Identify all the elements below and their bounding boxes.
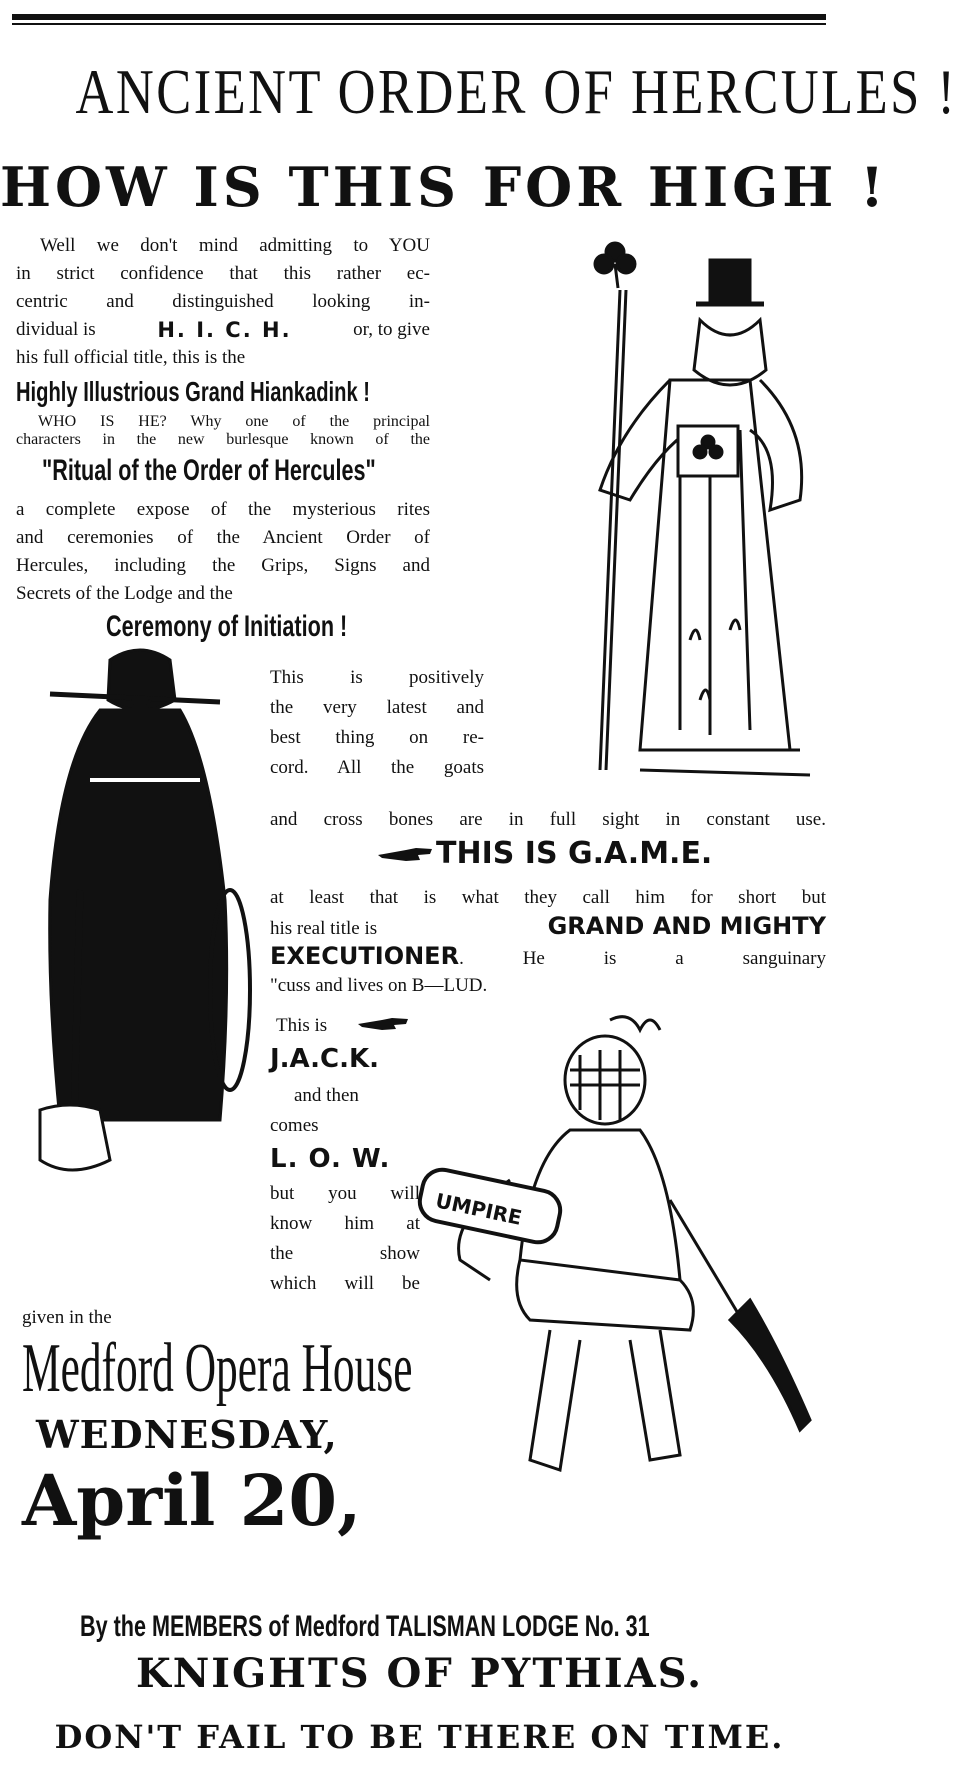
game-line-2	[270, 912, 826, 943]
footer-dont-fail: DON'T FAIL TO BE THERE ON TIME.	[54, 1718, 785, 1756]
venue-date: April 20,	[22, 1459, 362, 1542]
title-ritual: "Ritual of the Order of Hercules"	[42, 454, 376, 487]
venue-day: WEDNESDAY,	[36, 1412, 338, 1457]
game-line-3	[270, 942, 826, 973]
game-line-2a: his real title is	[270, 918, 378, 939]
latest-line-3: best thing on re-	[270, 727, 484, 748]
latest-line-2: the very latest and	[270, 697, 484, 718]
venue-name: Medford Opera House	[22, 1330, 413, 1407]
intro-line-4a: dividual is	[16, 319, 96, 340]
title-ceremony: Ceremony of Initiation !	[106, 610, 348, 643]
intro-line-5: his full official title, this is the	[16, 347, 246, 368]
pointing-hand-icon-small	[356, 1016, 410, 1032]
intro-line-4c: or, to give	[353, 319, 430, 340]
intro-line-11: Secrets of the Lodge and the	[16, 583, 233, 604]
jack-line-2: and then	[294, 1085, 359, 1106]
grand-and-mighty: GRAND AND MIGHTY	[547, 912, 826, 940]
executioner-illustration	[20, 640, 260, 1200]
game-line-4: "cuss and lives on B—LUD.	[270, 975, 488, 996]
footer-by-members: By the MEMBERS of Medford TALISMAN LODGE No. 31	[80, 1610, 650, 1643]
intro-line-4	[16, 316, 430, 344]
top-rule-thin	[12, 23, 826, 25]
pointing-hand-icon	[376, 846, 434, 864]
jack-line-4: but you will	[270, 1183, 420, 1204]
headline-how-is-this: HOW IS THIS FOR HIGH !	[0, 155, 888, 219]
latest-line-5: and cross bones are in full sight in constant use.	[270, 809, 826, 830]
intro-line-1: Well we don't mind admitting to YOU	[40, 235, 430, 256]
intro-line-6: WHO IS HE? Why one of the principal	[38, 413, 430, 430]
hiankadink-illustration	[560, 230, 820, 790]
top-rule-thick	[12, 14, 826, 20]
jack-line-1: This is	[276, 1015, 328, 1036]
jack-line-6: the show	[270, 1243, 420, 1264]
hich-abbrev: H. I. C. H.	[157, 318, 292, 342]
latest-line-1: This is positively	[270, 667, 484, 688]
intro-line-10: Hercules, including the Grips, Signs and	[16, 555, 430, 576]
intro-line-2: in strict confidence that this rather ec-	[16, 263, 430, 284]
jack-line-8: given in the	[22, 1307, 112, 1328]
title-game: THIS IS G.A.M.E.	[436, 836, 713, 871]
umpire-label: UMPIRE	[433, 1188, 524, 1230]
game-line-3b: . He is a sanguinary	[459, 948, 826, 969]
headline-ancient-order: ANCIENT ORDER OF HERCULES !	[75, 56, 957, 127]
jack-line-7: which will be	[270, 1273, 420, 1294]
low-abbrev: L. O. W.	[270, 1144, 391, 1174]
executioner: EXECUTIONER	[270, 942, 460, 970]
title-highly-illustrious: Highly Illustrious Grand Hiankadink !	[16, 376, 370, 407]
umpire-illustration	[430, 1000, 830, 1500]
footer-knights: KNIGHTS OF PYTHIAS.	[135, 1650, 704, 1697]
intro-line-8: a complete expose of the mysterious rites	[16, 499, 430, 520]
jack-line-3: comes	[270, 1115, 319, 1136]
intro-line-3: centric and distinguished looking in-	[16, 291, 430, 312]
jack-line-5: know him at	[270, 1213, 420, 1234]
intro-line-7: characters in the new burlesque known of the	[16, 431, 430, 448]
intro-line-9: and ceremonies of the Ancient Order of	[16, 527, 430, 548]
game-line-1: at least that is what they call him for short but	[270, 887, 826, 908]
jack-abbrev: J.A.C.K.	[270, 1044, 380, 1074]
latest-line-4: cord. All the goats	[270, 757, 484, 778]
